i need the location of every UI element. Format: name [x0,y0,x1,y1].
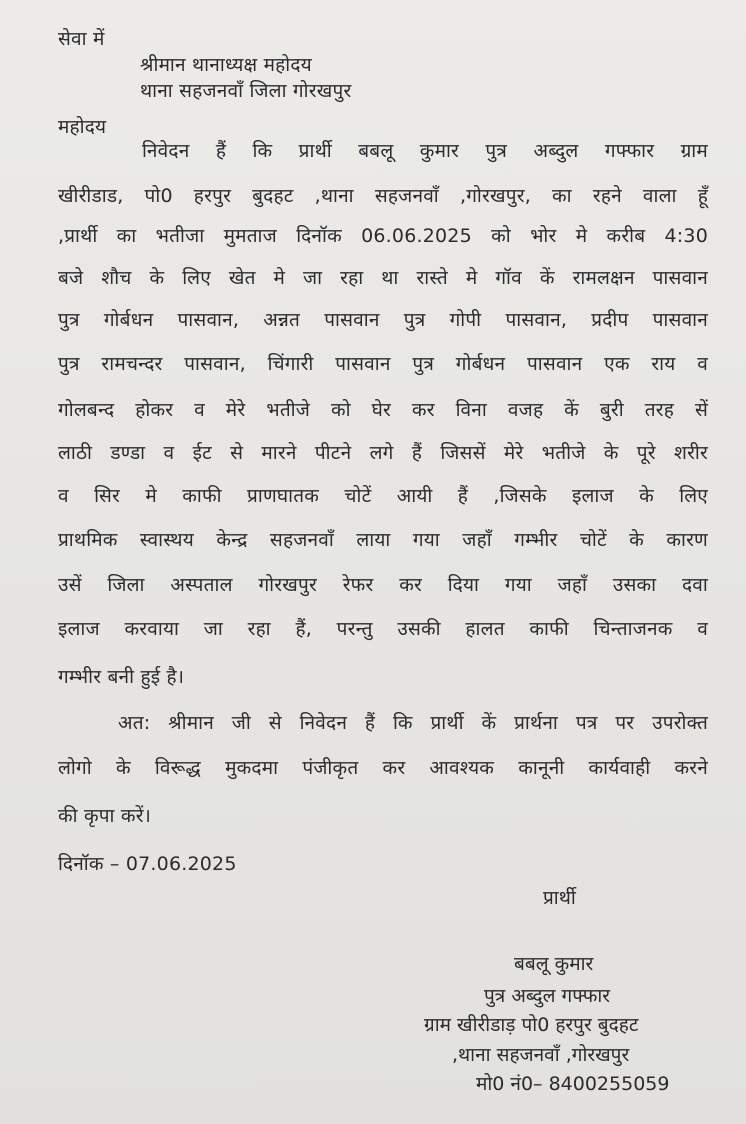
signatory-father: पुत्र अब्दुल गफ्फार [484,985,611,1007]
date-line: दिनॉक – 07.06.2025 [58,853,237,875]
body-line: व सिर मे काफी प्राणघातक चोटें आयी हैं ,जिसके इलाज के लिए [58,485,708,507]
body-line: ,प्रार्थी का भतीजा मुमताज दिनॉक 06.06.2025 को भोर मे करीब 4:30 [58,225,708,247]
body-line: उसें जिला अस्पताल गोरखपुर रेफर कर दिया गया जहॉं उसका दवा [58,574,708,596]
body-line: पुत्र गोर्बधन पासवान, अन्नत पासवान पुत्र गोपी पासवान, प्रदीप पासवान [58,309,708,331]
signatory-village: ग्राम खीरीडाड़ पो0 हरपुर बुदहट [424,1014,639,1036]
body-line: गम्भीर बनी हुई है। [58,666,185,688]
body-line: इलाज करवाया जा रहा हैं, परन्तु उसकी हालत काफी चिन्ताजनक व [58,618,708,640]
body-line: पुत्र रामचन्दर पासवान, चिंगारी पासवान पुत्र गोर्बधन पासवान एक राय व [58,353,708,375]
body-line: की कृपा करें। [58,805,152,827]
signatory-name: बबलू कुमार [514,953,594,975]
recipient-line-2: थाना सहजनवॉं जिला गोरखपुर [140,80,352,102]
body-line: गोलबन्द होकर व मेरे भतीजे को घेर कर विना वजह कें बुरी तरह सें [58,399,708,421]
mahoday-text: महोदय [58,116,107,138]
body-line: अत: श्रीमान जी से निवेदन हैं कि प्रार्थी कें प्रार्थना पत्र पर उपरोक्त [118,712,708,734]
seva-mein-text: सेवा में [58,28,105,50]
signatory-thana: ,थाना सहजनवॉं ,गोरखपुर [452,1044,630,1066]
signatory-mobile: मो0 नं0– 8400255059 [476,1073,670,1095]
body-line: प्राथमिक स्वास्थय केन्द्र सहजनवॉं लाया गया जहॉं गम्भीर चोटें के कारण [58,529,708,551]
prarthi-label: प्रार्थी [543,887,576,909]
recipient-line-1: श्रीमान थानाध्यक्ष महोदय [140,54,312,76]
body-line: लोगो के विरूद्ध मुकदमा पंजीकृत कर आवश्यक कानूनी कार्यवाही करने [58,757,708,779]
body-line: बजे शौच के लिए खेत मे जा रहा था रास्ते मे गॉव कें रामलक्षन पासवान [58,267,708,289]
body-line: खीरीडाड, पो0 हरपुर बुदहट ,थाना सहजनवॉं ,गोरखपुर, का रहने वाला हूँ [58,185,708,207]
body-line: लाठी डण्डा व ईट से मारने पीटने लगे हैं जिससें मेरे भतीजे के पूरे शरीर [58,442,708,464]
body-line: निवेदन हैं कि प्रार्थी बबलू कुमार पुत्र अब्दुल गफ्फार ग्राम [142,140,708,162]
